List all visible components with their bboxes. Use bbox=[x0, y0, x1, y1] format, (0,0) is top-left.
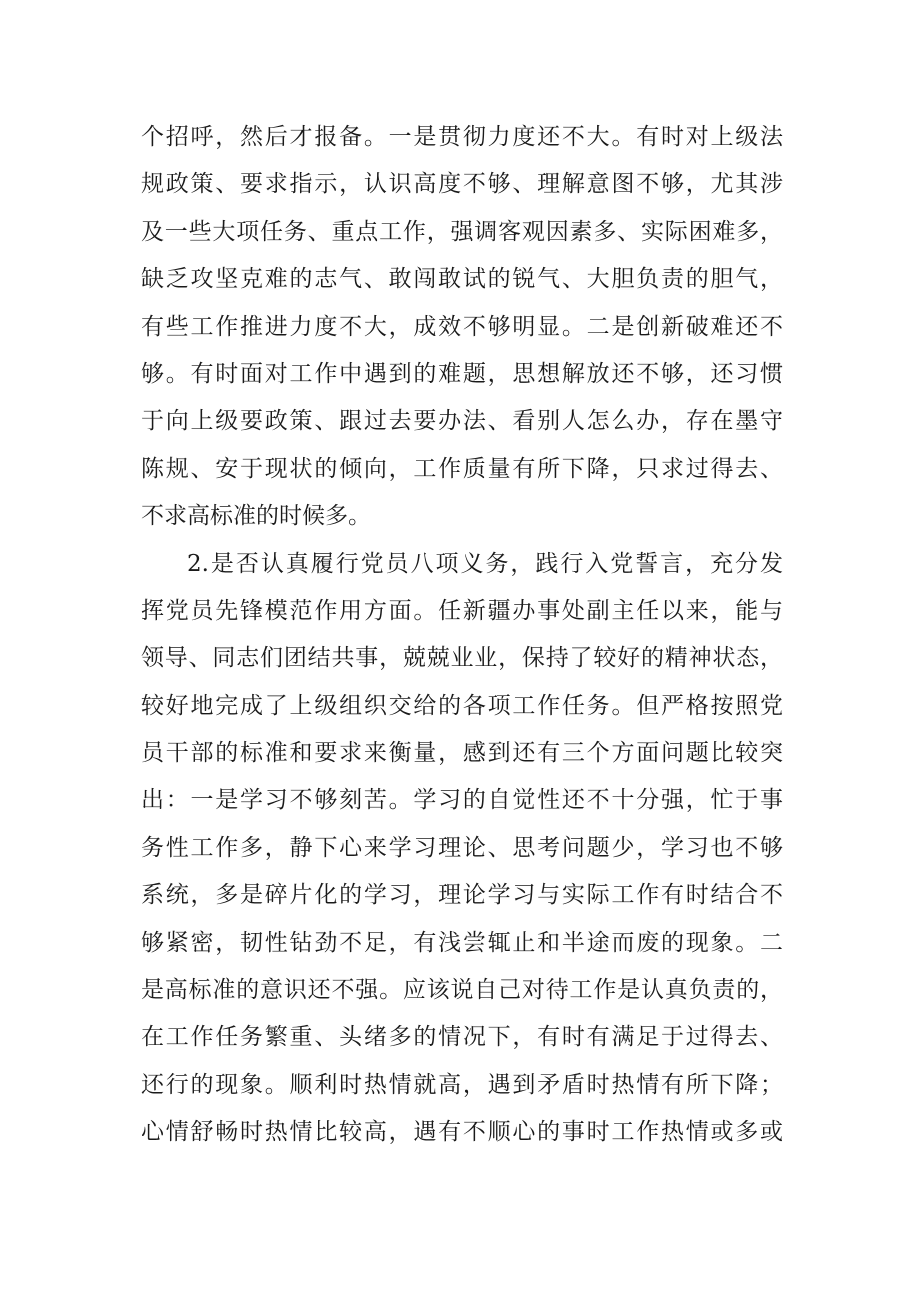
text-line: 务性工作多，静下心来学习理论、思考问题少，学习也不够 bbox=[141, 834, 783, 861]
text-line: 于向上级要政策、跟过去要办法、看别人怎么办，存在墨守 bbox=[141, 408, 783, 435]
text-line: 规政策、要求指示，认识高度不够、理解意图不够，尤其涉 bbox=[141, 171, 783, 198]
text-line: 还行的现象。顺利时热情就高，遇到矛盾时热情有所下降； bbox=[141, 1071, 783, 1098]
text-line: 有些工作推进力度不大，成效不够明显。二是创新破难还不 bbox=[141, 313, 783, 340]
paragraph-first-line: 2.是否认真履行党员八项义务，践行入党誓言，充分发 bbox=[187, 550, 783, 577]
text-line: 较好地完成了上级组织交给的各项工作任务。但严格按照党 bbox=[141, 692, 783, 719]
text-line: 在工作任务繁重、头绪多的情况下，有时有满足于过得去、 bbox=[141, 1024, 783, 1051]
text-line: 系统，多是碎片化的学习，理论学习与实际工作有时结合不 bbox=[141, 882, 783, 909]
text-line: 缺乏攻坚克难的志气、敢闯敢试的锐气、大胆负责的胆气， bbox=[141, 266, 783, 293]
paragraph-last-line: 不求高标准的时候多。 bbox=[141, 503, 371, 530]
text-line: 员干部的标准和要求来衡量，感到还有三个方面问题比较突 bbox=[141, 740, 783, 767]
text-line: 挥党员先锋模范作用方面。任新疆办事处副主任以来，能与 bbox=[141, 597, 783, 624]
text-line: 及一些大项任务、重点工作，强调客观因素多、实际困难多， bbox=[141, 218, 783, 245]
body-text bbox=[141, 114, 783, 1157]
text-line: 够。有时面对工作中遇到的难题，思想解放还不够，还习惯 bbox=[141, 360, 783, 387]
text-line: 个招呼，然后才报备。一是贯彻力度还不大。有时对上级法 bbox=[141, 124, 783, 150]
text-line: 领导、同志们团结共事，兢兢业业，保持了较好的精神状态， bbox=[141, 645, 783, 672]
text-line: 够紧密，韧性钻劲不足，有浅尝辄止和半途而废的现象。二 bbox=[141, 929, 783, 956]
text-line: 出：一是学习不够刻苦。学习的自觉性还不十分强，忙于事 bbox=[141, 787, 783, 814]
text-line: 是高标准的意识还不强。应该说自己对待工作是认真负责的， bbox=[141, 977, 783, 1004]
text-line: 心情舒畅时热情比较高，遇有不顺心的事时工作热情或多或 bbox=[141, 1119, 783, 1146]
text-line: 陈规、安于现状的倾向，工作质量有所下降，只求过得去、 bbox=[141, 455, 783, 482]
